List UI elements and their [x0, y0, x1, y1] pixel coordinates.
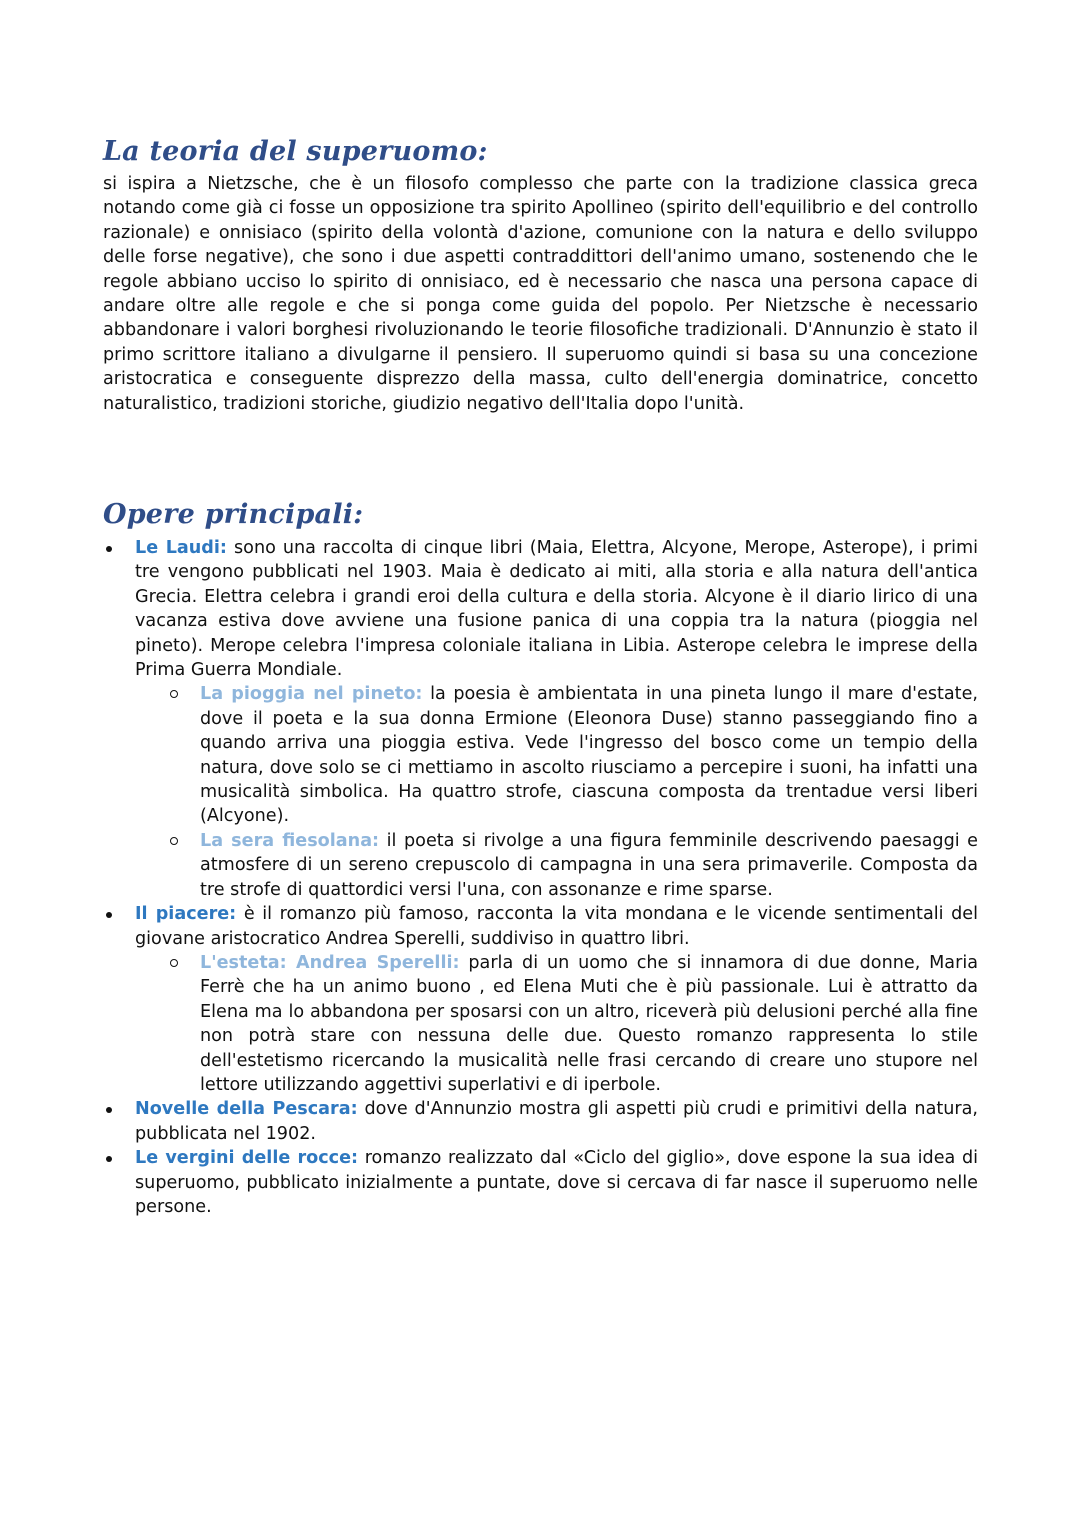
work-description: dove d'Annunzio mostra gli aspetti più crudi e primitivi della natura, pubblicata nel 1902. [135, 1099, 979, 1144]
subwork-term: La sera fiesolana: [200, 830, 380, 851]
work-term: Novelle della Pescara: [135, 1099, 358, 1120]
work-description: sono una raccolta di cinque libri (Maia, Elettra, Alcyone, Merope, Asterope), i primi tre vengono pubblicati nel 1903. Maia è dedicato ai miti, alla storia e alla natura dell'antica Grecia. Elettra celebra i grandi eroi della cultura e della storia. Alcyone è il diario lirico di una vacanza estiva dove avviene una fusione panica di una coppia tra la natura (pioggia nel pineto). Merope celebra l'impresa coloniale italiana in Libia. Asterope celebra le imprese della Prima Guerra Mondiale. [135, 538, 978, 681]
subwork-description: il poeta si rivolge a una figura femminile descrivendo paesaggi e atmosfere di un sereno crepuscolo di campagna in una sera primaverile. Composta da tre strofe di quattordici versi l'una, con assonanze e rime sparse. [200, 830, 979, 900]
subwork-description: parla di un uomo che si innamora di due donne, Maria Ferrè che ha un animo buono , ed Elena Muti che è più passionale. Lui è attratto da Elena ma lo abbandona per sposarsi con un altro, riceverà più delusioni perché alla fine non potrà stare con nessuna delle due. Questo romanzo rappresenta lo stile dell'estetismo ricercando la musicalità nelle frasi cercando di creare uno stupore nel lettore utilizzando aggettivi superlativi e di iperbole. [200, 952, 978, 1095]
list-item-il-piacere [103, 902, 978, 1097]
section-title-superuomo: La teoria del superuomo: [103, 136, 488, 167]
work-description: romanzo realizzato dal «Ciclo del giglio», dove espone la sua idea di superuomo, pubblicato inizialmente a puntate, dove si cercava di far nasce il superuomo nelle persone. [135, 1148, 979, 1217]
work-term: Il piacere: [135, 904, 237, 925]
section-paragraph-superuomo: si ispira a Nietzsche, che è un filosofo complesso che parte con la tradizione classica greca notando come già ci fosse un opposizione tra spirito Apollineo (spirito dell'equilibrio e del controllo razionale) e onnisiaco (spirito della volontà d'azione, comunione con la natura e dello sviluppo delle forse negative), che sono i due aspetti contraddittori dell'animo umano, sostenendo che le regole abbiano ucciso lo spirito di onnisiaco, ed è necessario che nasca una persona capace di andare oltre alle regole e che si ponga come guida del popolo. Per Nietzsche è necessario abbandonare i valori borghesi rivoluzionando le teorie filosofiche tradizionali. D'Annunzio è stato il primo scrittore italiano a divulgarne il pensiero. Il superuomo quindi si basa su una concezione aristocratica e conseguente disprezzo della massa, culto dell'energia dominatrice, concetto naturalistico, tradizioni storiche, giudizio negativo dell'Italia dopo l'unità. [103, 174, 978, 414]
list-item-vergini-rocce [103, 1146, 978, 1219]
sublist-item-pioggia [135, 682, 978, 828]
work-term: Le Laudi: [135, 538, 227, 558]
subwork-term: L'esteta: Andrea Sperelli: [200, 952, 460, 973]
sublist-item-sera-fiesolana [135, 829, 978, 902]
work-term: Le vergini delle rocce: [135, 1148, 359, 1169]
subwork-term: La pioggia nel pineto: [200, 684, 423, 705]
sublist [135, 682, 978, 902]
section-title-opere: Opere principali: [103, 499, 364, 530]
sublist [135, 951, 978, 1097]
works-list [103, 536, 978, 1219]
subwork-description: la poesia è ambientata in una pineta lungo il mare d'estate, dove il poeta e la sua donna Ermione (Eleonora Duse) stanno passeggiando fino a quando arriva una pioggia estiva. Vede l'ingresso del bosco come un tempio della natura, dove solo se ci mettiamo in ascolto riusciamo a percepire i suoni, ha infatti una musicalità simbolica. Ha quattro strofe, ciascuna composta da trentadue versi liberi (Alcyone). [200, 684, 978, 827]
sublist-item-esteta [135, 951, 978, 1097]
list-item-le-laudi [103, 536, 978, 902]
work-description: è il romanzo più famoso, racconta la vita mondana e le vicende sentimentali del giovane aristocratico Andrea Sperelli, suddiviso in quattro libri. [135, 904, 979, 949]
list-item-novelle-pescara [103, 1097, 978, 1146]
